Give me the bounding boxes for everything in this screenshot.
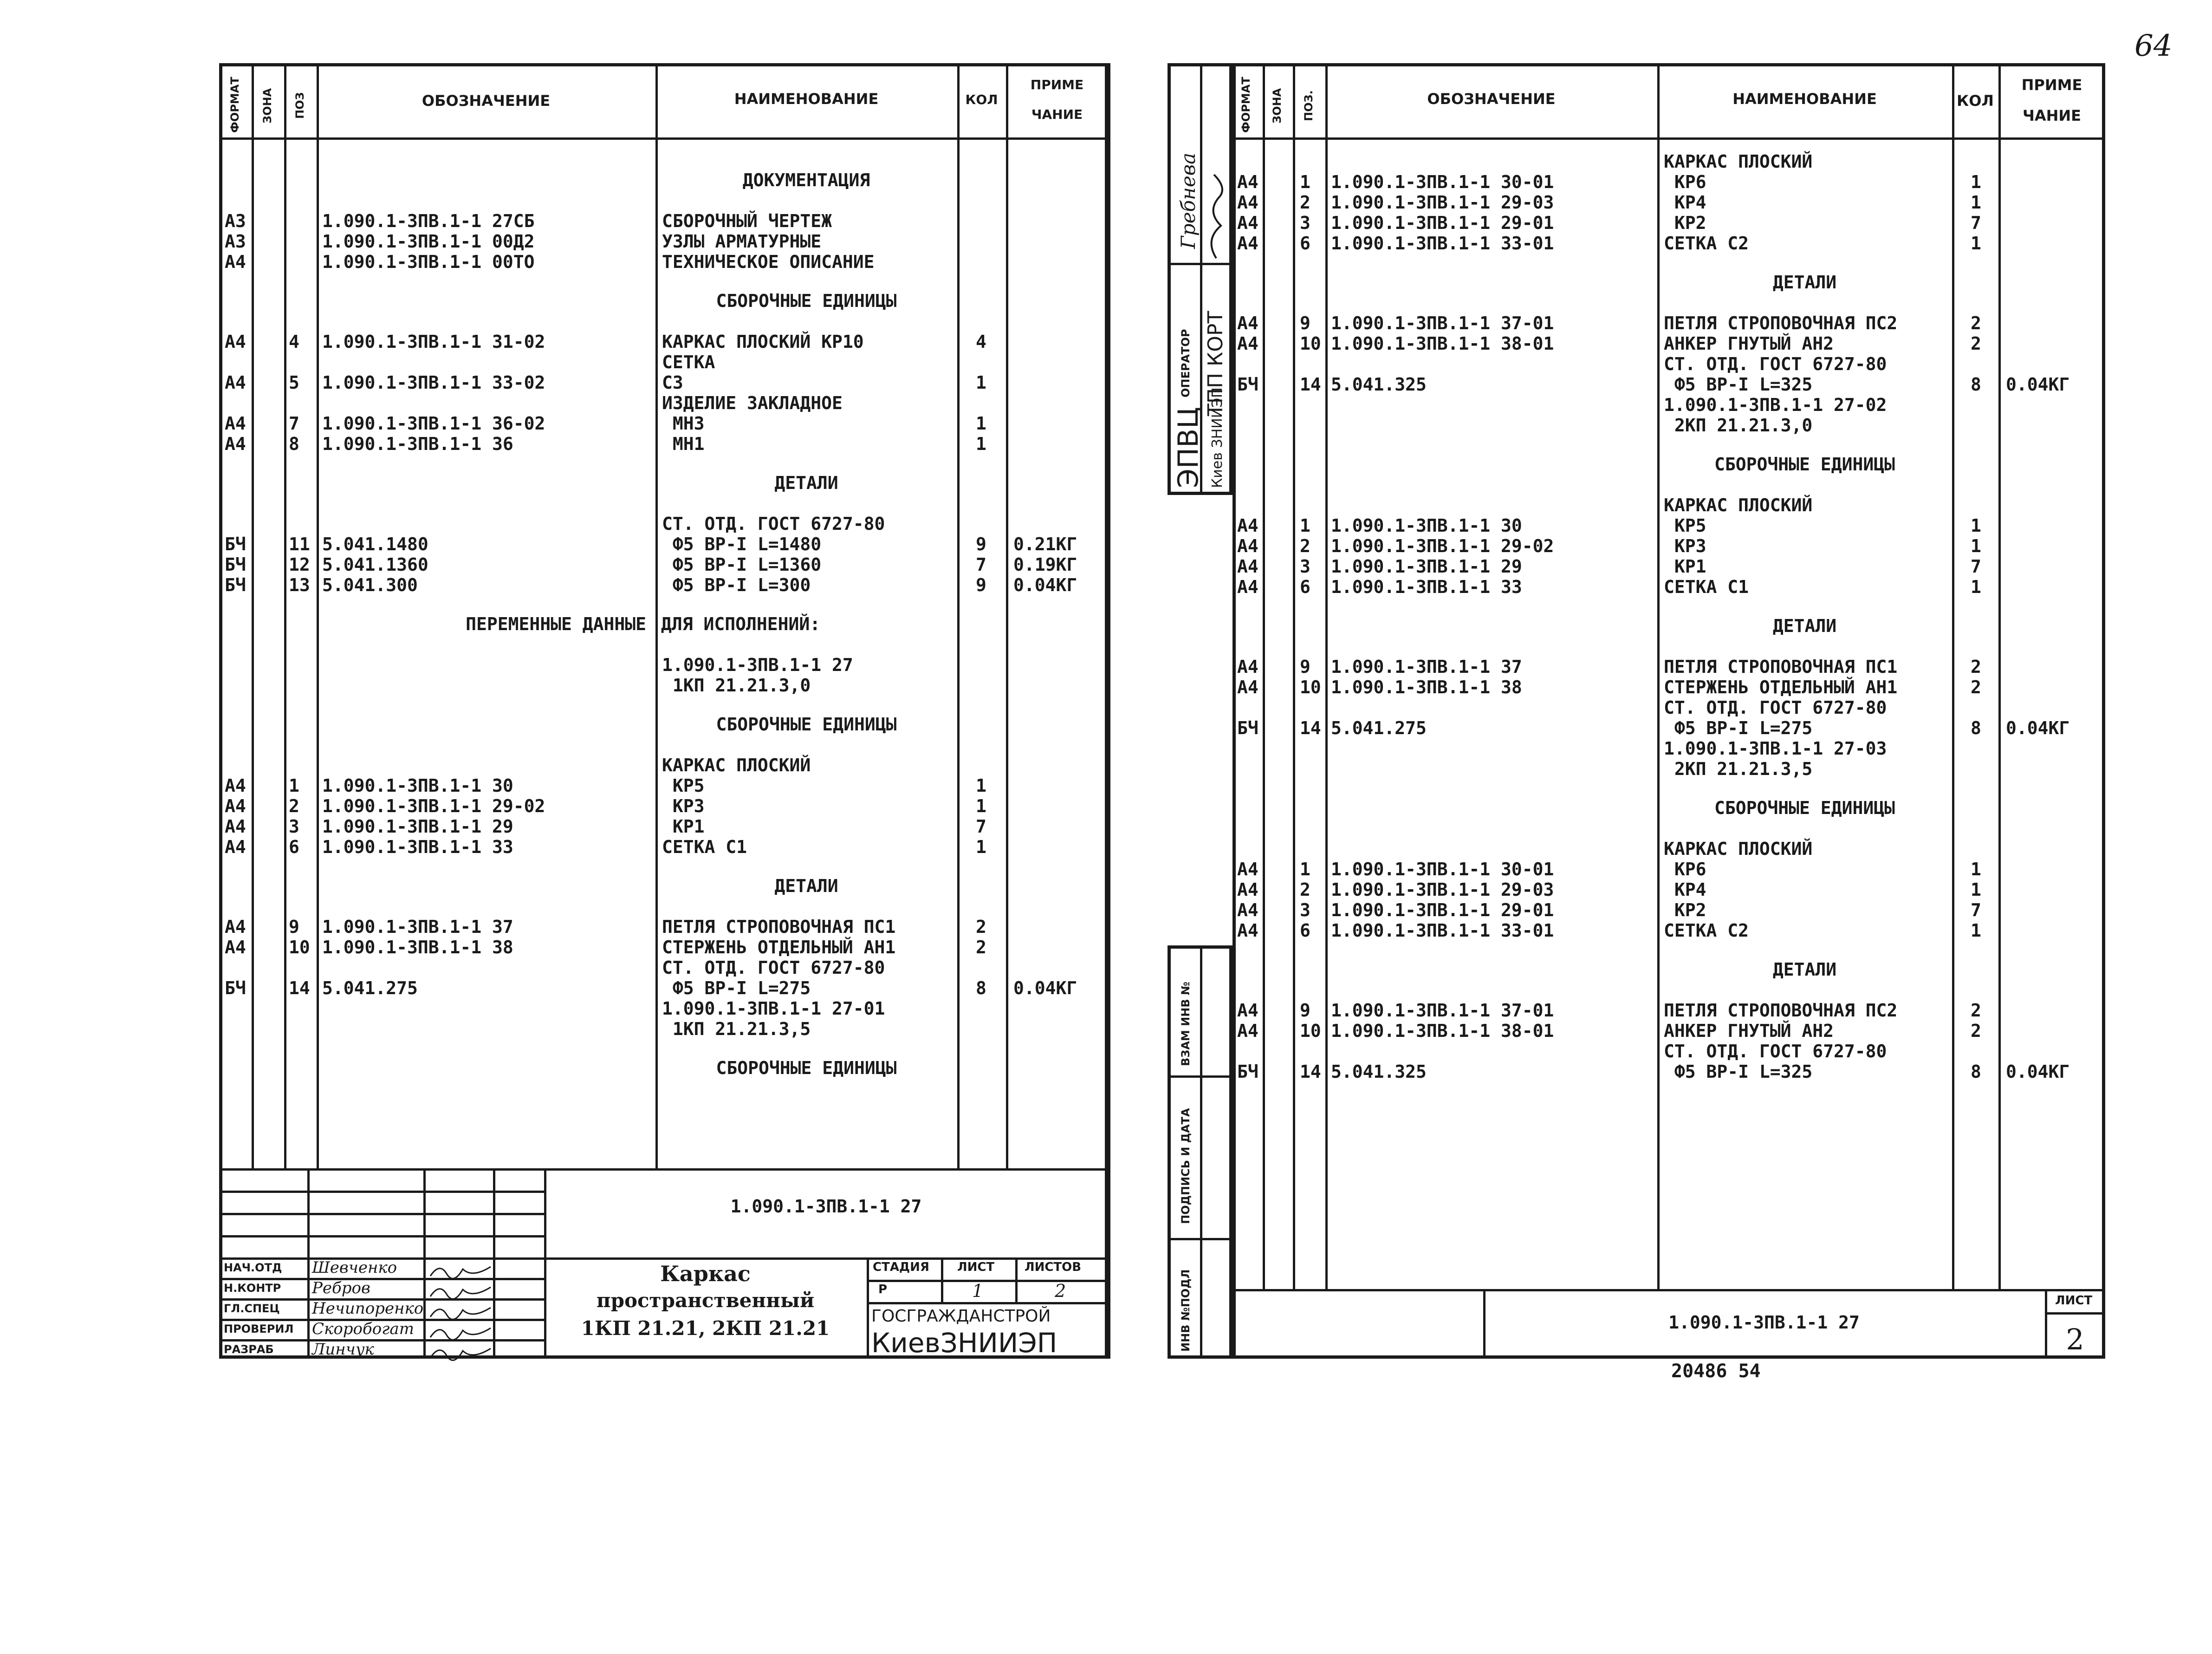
format-cell: А4 <box>1237 515 1258 536</box>
position-cell: 2 <box>1300 536 1310 556</box>
name-cell: СТЕРЖЕНЬ ОТДЕЛЬНЫЙ АН1 <box>1664 677 1898 697</box>
quantity-cell: 8 <box>1971 374 1981 395</box>
name-cell: СЕТКА С2 <box>1664 920 1749 941</box>
format-cell: А4 <box>1237 577 1258 597</box>
name-cell: 1.090.1-3ПВ.1-1 27-01 <box>662 998 885 1019</box>
signature-scribble <box>428 1323 493 1342</box>
position-cell: 12 <box>289 554 310 575</box>
format-cell: БЧ <box>1237 374 1258 395</box>
for-versions-heading: ДЛЯ ИСПОЛНЕНИЙ: <box>661 614 821 634</box>
note-cell: 0.21КГ <box>1013 534 1077 554</box>
quantity-cell: 2 <box>1971 1000 1981 1021</box>
section-heading: СБОРОЧНЫЕ ЕДИНИЦЫ <box>1714 798 1895 818</box>
name-cell: С3 <box>662 372 683 393</box>
quantity-cell: 1 <box>1971 192 1981 213</box>
format-cell: А4 <box>1237 879 1258 900</box>
name-cell: МН3 <box>662 413 705 434</box>
page-number: 64 <box>2134 29 2173 63</box>
position-cell: 2 <box>289 796 299 816</box>
position-cell: 8 <box>289 434 299 454</box>
note-cell: 0.04КГ <box>1013 575 1077 595</box>
sheet-value: 1 <box>972 1281 984 1301</box>
name-cell: СТ. ОТД. ГОСТ 6727-80 <box>1664 1041 1887 1061</box>
name-cell: 2КП 21.21.3,0 <box>1664 415 1813 436</box>
name-cell: КР3 <box>1664 536 1706 556</box>
designation-cell: 1.090.1-3ПВ.1-1 29-03 <box>1331 879 1554 900</box>
position-cell: 1 <box>1300 172 1310 192</box>
signature-name: Линчук <box>312 1340 374 1359</box>
note-cell: 0.04КГ <box>1013 978 1077 998</box>
header-note-1: ПРИМЕ <box>1030 77 1084 92</box>
variable-data-heading: ПЕРЕМЕННЫЕ ДАННЫЕ <box>466 614 646 634</box>
header-qty: КОЛ <box>965 92 998 107</box>
name-cell: КР2 <box>1664 213 1706 233</box>
signature-name: Шевченко <box>312 1258 397 1277</box>
name-cell: КР5 <box>1664 515 1706 536</box>
quantity-cell: 8 <box>1971 718 1981 738</box>
sheet1-doc-code: 1.090.1-3ПВ.1-1 27 <box>730 1196 922 1217</box>
quantity-cell: 1 <box>976 434 986 454</box>
name-cell: КР2 <box>1664 900 1706 920</box>
format-cell: А4 <box>225 434 246 454</box>
format-cell: БЧ <box>225 978 246 998</box>
format-cell: А4 <box>1237 859 1258 879</box>
name-cell: Ф5 ВР-I L=325 <box>1664 1061 1813 1082</box>
header-designation-2: ОБОЗНАЧЕНИЕ <box>1427 90 1556 108</box>
name-cell: СБОРОЧНЫЙ ЧЕРТЕЖ <box>662 211 832 231</box>
position-cell: 7 <box>289 413 299 434</box>
format-cell: А4 <box>225 816 246 837</box>
position-cell: 6 <box>289 837 299 857</box>
name-cell: АНКЕР ГНУТЫЙ АН2 <box>1664 333 1834 354</box>
header-name-2: НАИМЕНОВАНИЕ <box>1732 90 1877 108</box>
name-cell: СТ. ОТД. ГОСТ 6727-80 <box>1664 354 1887 374</box>
designation-cell: 1.090.1-3ПВ.1-1 37-01 <box>1331 1000 1554 1021</box>
header-name: НАИМЕНОВАНИЕ <box>734 90 879 108</box>
position-cell: 14 <box>1300 1061 1321 1082</box>
designation-cell: 1.090.1-3ПВ.1-1 29 <box>1331 556 1522 577</box>
designation-cell: 1.090.1-3ПВ.1-1 29-02 <box>322 796 545 816</box>
margin-epvts: ЭПВЦ <box>1172 407 1205 488</box>
margin-podp: ПОДПИСЬ И ДАТА <box>1179 1108 1192 1224</box>
quantity-cell: 1 <box>1971 233 1981 254</box>
format-cell: БЧ <box>225 534 246 554</box>
name-cell: КР3 <box>662 796 705 816</box>
format-cell: А4 <box>225 917 246 937</box>
signature-name: Нечипоренко <box>312 1299 424 1318</box>
format-cell: А4 <box>1237 192 1258 213</box>
format-cell: А4 <box>1237 657 1258 677</box>
designation-cell: 1.090.1-3ПВ.1-1 00Д2 <box>322 231 535 252</box>
position-cell: 9 <box>1300 657 1310 677</box>
signature-name: Ребров <box>312 1279 370 1297</box>
name-cell: СТ. ОТД. ГОСТ 6727-80 <box>1664 697 1887 718</box>
header-format-2: ФОРМАТ <box>1239 77 1252 133</box>
position-cell: 13 <box>289 575 310 595</box>
section-heading: ДЕТАЛИ <box>774 473 838 493</box>
header-note-2: ЧАНИЕ <box>1031 107 1083 122</box>
name-cell: КР4 <box>1664 879 1706 900</box>
name-cell: 1.090.1-3ПВ.1-1 27-02 <box>1664 395 1887 415</box>
name-cell: 1.090.1-3ПВ.1-1 27 <box>662 655 853 675</box>
stage-label: СТАДИЯ <box>873 1260 929 1274</box>
format-cell: А4 <box>225 775 246 796</box>
format-cell: А4 <box>1237 172 1258 192</box>
signature-scribble <box>428 1344 493 1362</box>
designation-cell: 1.090.1-3ПВ.1-1 33-01 <box>1331 233 1554 254</box>
header-note-2-1: ПРИМЕ <box>2021 76 2082 94</box>
format-cell: А4 <box>1237 1021 1258 1041</box>
section-heading: ДЕТАЛИ <box>774 876 838 896</box>
signature-role: ГЛ.СПЕЦ <box>224 1302 280 1315</box>
name-cell: СЕТКА С2 <box>1664 233 1749 254</box>
name-cell: ПЕТЛЯ СТРОПОВОЧНАЯ ПС2 <box>1664 1000 1898 1021</box>
quantity-cell: 1 <box>1971 515 1981 536</box>
signature-role: Н.КОНТР <box>224 1282 281 1295</box>
name-cell: КР6 <box>1664 172 1706 192</box>
name-cell: ИЗДЕЛИЕ ЗАКЛАДНОЕ <box>662 393 843 413</box>
designation-cell: 1.090.1-3ПВ.1-1 38-01 <box>1331 1021 1554 1041</box>
quantity-cell: 1 <box>1971 879 1981 900</box>
format-cell: А4 <box>225 937 246 957</box>
name-cell: МН1 <box>662 434 705 454</box>
sheet2-sheet-label: ЛИСТ <box>2055 1294 2093 1308</box>
quantity-cell: 1 <box>1971 536 1981 556</box>
name-cell: КАРКАС ПЛОСКИЙ КР10 <box>662 332 864 352</box>
name-cell: КАРКАС ПЛОСКИЙ <box>1664 495 1813 515</box>
header-designation: ОБОЗНАЧЕНИЕ <box>422 92 551 110</box>
position-cell: 10 <box>1300 333 1321 354</box>
position-cell: 1 <box>1300 859 1310 879</box>
designation-cell: 1.090.1-3ПВ.1-1 30 <box>1331 515 1522 536</box>
section-heading: ДЕТАЛИ <box>1772 616 1837 636</box>
name-cell: КР1 <box>1664 556 1706 577</box>
position-cell: 1 <box>289 775 299 796</box>
section-heading: ДЕТАЛИ <box>1772 272 1837 293</box>
name-cell: СТ. ОТД. ГОСТ 6727-80 <box>662 514 885 534</box>
designation-cell: 1.090.1-3ПВ.1-1 38 <box>322 937 513 957</box>
format-cell: А4 <box>225 372 246 393</box>
format-cell: А4 <box>1237 333 1258 354</box>
designation-cell: 1.090.1-3ПВ.1-1 30 <box>322 775 513 796</box>
quantity-cell: 9 <box>976 575 986 595</box>
format-cell: А4 <box>1237 536 1258 556</box>
sheet2-doc-code: 1.090.1-3ПВ.1-1 27 <box>1668 1312 1860 1333</box>
format-cell: А4 <box>1237 213 1258 233</box>
quantity-cell: 7 <box>976 816 986 837</box>
signature-scribble <box>428 1303 493 1322</box>
designation-cell: 1.090.1-3ПВ.1-1 33-02 <box>322 372 545 393</box>
sheets-label: ЛИСТОВ <box>1025 1260 1082 1274</box>
spec-sheet-2 <box>1168 63 2105 1359</box>
designation-cell: 1.090.1-3ПВ.1-1 27СБ <box>322 211 535 231</box>
section-heading: СБОРОЧНЫЕ ЕДИНИЦЫ <box>1714 454 1895 475</box>
quantity-cell: 2 <box>976 917 986 937</box>
designation-cell: 1.090.1-3ПВ.1-1 38 <box>1331 677 1522 697</box>
signature-scribble <box>428 1262 493 1281</box>
format-cell: БЧ <box>1237 718 1258 738</box>
signature-role: НАЧ.ОТД <box>224 1261 282 1274</box>
designation-cell: 1.090.1-3ПВ.1-1 37-01 <box>1331 313 1554 333</box>
margin-signature <box>1202 170 1230 265</box>
name-cell: КАРКАС ПЛОСКИЙ <box>662 755 811 775</box>
section-heading: СБОРОЧНЫЕ ЕДИНИЦЫ <box>716 714 897 735</box>
position-cell: 9 <box>1300 1000 1310 1021</box>
format-cell: А4 <box>225 332 246 352</box>
section-heading: ДОКУМЕНТАЦИЯ <box>742 170 870 190</box>
position-cell: 10 <box>1300 1021 1321 1041</box>
designation-cell: 5.041.325 <box>1331 1061 1427 1082</box>
name-cell: ПЕТЛЯ СТРОПОВОЧНАЯ ПС1 <box>662 917 896 937</box>
org-kievzniiep: КиевЗНИИЭП <box>871 1327 1057 1359</box>
position-cell: 2 <box>1300 192 1310 213</box>
designation-cell: 5.041.1480 <box>322 534 428 554</box>
name-cell: ПЕТЛЯ СТРОПОВОЧНАЯ ПС1 <box>1664 657 1898 677</box>
name-cell: СТ. ОТД. ГОСТ 6727-80 <box>662 957 885 978</box>
format-cell: БЧ <box>225 554 246 575</box>
format-cell: А4 <box>225 837 246 857</box>
position-cell: 14 <box>1300 718 1321 738</box>
format-cell: А3 <box>225 231 246 252</box>
position-cell: 14 <box>289 978 310 998</box>
quantity-cell: 8 <box>976 978 986 998</box>
name-cell: КР1 <box>662 816 705 837</box>
name-cell: 1КП 21.21.3,5 <box>662 1019 811 1039</box>
quantity-cell: 1 <box>1971 172 1981 192</box>
note-cell: 0.04КГ <box>2006 718 2070 738</box>
quantity-cell: 2 <box>1971 657 1981 677</box>
designation-cell: 1.090.1-3ПВ.1-1 33 <box>1331 577 1522 597</box>
header-pos: ПОЗ <box>293 92 306 119</box>
designation-cell: 1.090.1-3ПВ.1-1 36 <box>322 434 513 454</box>
name-cell: КР6 <box>1664 859 1706 879</box>
position-cell: 3 <box>289 816 299 837</box>
format-cell: А4 <box>1237 900 1258 920</box>
position-cell: 9 <box>289 917 299 937</box>
quantity-cell: 1 <box>976 775 986 796</box>
note-cell: 0.19КГ <box>1013 554 1077 575</box>
position-cell: 10 <box>1300 677 1321 697</box>
position-cell: 1 <box>1300 515 1310 536</box>
position-cell: 6 <box>1300 920 1310 941</box>
format-cell: А4 <box>1237 1000 1258 1021</box>
position-cell: 11 <box>289 534 310 554</box>
margin-name: Гребнева <box>1177 152 1200 249</box>
quantity-cell: 7 <box>976 554 986 575</box>
quantity-cell: 1 <box>1971 920 1981 941</box>
designation-cell: 1.090.1-3ПВ.1-1 29-01 <box>1331 213 1554 233</box>
designation-cell: 1.090.1-3ПВ.1-1 33-01 <box>1331 920 1554 941</box>
quantity-cell: 1 <box>1971 577 1981 597</box>
position-cell: 5 <box>289 372 299 393</box>
quantity-cell: 1 <box>1971 859 1981 879</box>
stage-value: Р <box>878 1283 888 1296</box>
position-cell: 6 <box>1300 233 1310 254</box>
designation-cell: 1.090.1-3ПВ.1-1 29 <box>322 816 513 837</box>
section-heading: ДЕТАЛИ <box>1772 959 1837 980</box>
quantity-cell: 1 <box>976 837 986 857</box>
name-cell: АНКЕР ГНУТЫЙ АН2 <box>1664 1021 1834 1041</box>
quantity-cell: 7 <box>1971 556 1981 577</box>
designation-cell: 1.090.1-3ПВ.1-1 30-01 <box>1331 172 1554 192</box>
header-format: ФОРМАТ <box>228 77 241 133</box>
format-cell: БЧ <box>1237 1061 1258 1082</box>
name-cell: Ф5 ВР-I L=325 <box>1664 374 1813 395</box>
signature-role: РАЗРАБ <box>224 1343 274 1356</box>
name-cell: КР4 <box>1664 192 1706 213</box>
format-cell: А4 <box>1237 556 1258 577</box>
name-cell: СЕТКА С1 <box>662 837 747 857</box>
quantity-cell: 2 <box>1971 313 1981 333</box>
section-heading: СБОРОЧНЫЕ ЕДИНИЦЫ <box>716 1058 897 1078</box>
name-cell: КАРКАС ПЛОСКИЙ <box>1664 839 1813 859</box>
position-cell: 4 <box>289 332 299 352</box>
position-cell: 9 <box>1300 313 1310 333</box>
name-cell: СЕТКА <box>662 352 715 372</box>
name-cell: 2КП 21.21.3,5 <box>1664 759 1813 779</box>
position-cell: 6 <box>1300 577 1310 597</box>
sheet1-title-1: Каркас <box>660 1261 751 1286</box>
designation-cell: 5.041.275 <box>1331 718 1427 738</box>
signature-role: ПРОВЕРИЛ <box>224 1322 294 1335</box>
format-cell: А4 <box>1237 677 1258 697</box>
designation-cell: 1.090.1-3ПВ.1-1 29-02 <box>1331 536 1554 556</box>
section-heading: СБОРОЧНЫЕ ЕДИНИЦЫ <box>716 291 897 311</box>
designation-cell: 1.090.1-3ПВ.1-1 38-01 <box>1331 333 1554 354</box>
quantity-cell: 8 <box>1971 1061 1981 1082</box>
margin-inv: ИНВ №ПОДЛ <box>1179 1269 1192 1352</box>
name-cell: Ф5 ВР-I L=275 <box>662 978 811 998</box>
designation-cell: 1.090.1-3ПВ.1-1 00ТО <box>322 252 535 272</box>
position-cell: 2 <box>1300 879 1310 900</box>
quantity-cell: 7 <box>1971 900 1981 920</box>
format-cell: А4 <box>1237 920 1258 941</box>
name-cell: УЗЛЫ АРМАТУРНЫЕ <box>662 231 822 252</box>
name-cell: 1КП 21.21.3,0 <box>662 675 811 696</box>
name-cell: Ф5 ВР-I L=1360 <box>662 554 822 575</box>
format-cell: А4 <box>225 796 246 816</box>
designation-cell: 1.090.1-3ПВ.1-1 29-01 <box>1331 900 1554 920</box>
spec-sheet-1 <box>219 63 1108 1359</box>
designation-cell: 1.090.1-3ПВ.1-1 31-02 <box>322 332 545 352</box>
format-cell: А4 <box>1237 313 1258 333</box>
position-cell: 3 <box>1300 556 1310 577</box>
margin-kiev: Киев ЗНИИЭП <box>1209 387 1226 488</box>
designation-cell: 5.041.325 <box>1331 374 1427 395</box>
name-cell: СЕТКА С1 <box>1664 577 1749 597</box>
sheet1-title-3: 1КП 21.21, 2КП 21.21 <box>581 1317 830 1340</box>
signature-name: Скоробогат <box>312 1320 414 1338</box>
name-cell: КР5 <box>662 775 705 796</box>
position-cell: 3 <box>1300 213 1310 233</box>
margin-tpp: ТПП КОРТ <box>1204 311 1227 416</box>
designation-cell: 1.090.1-3ПВ.1-1 36-02 <box>322 413 545 434</box>
header-zone-2: ЗОНА <box>1271 88 1284 124</box>
margin-vzam: ВЗАМ ИНВ № <box>1179 982 1192 1066</box>
name-cell: Ф5 ВР-I L=1480 <box>662 534 822 554</box>
header-zone: ЗОНА <box>261 88 274 124</box>
name-cell: Ф5 ВР-I L=275 <box>1664 718 1813 738</box>
position-cell: 10 <box>289 937 310 957</box>
position-cell: 14 <box>1300 374 1321 395</box>
format-cell: А3 <box>225 211 246 231</box>
designation-cell: 1.090.1-3ПВ.1-1 33 <box>322 837 513 857</box>
format-cell: А4 <box>1237 233 1258 254</box>
designation-cell: 1.090.1-3ПВ.1-1 37 <box>1331 657 1522 677</box>
name-cell: ТЕХНИЧЕСКОЕ ОПИСАНИЕ <box>662 252 875 272</box>
name-cell: КАРКАС ПЛОСКИЙ <box>1664 151 1813 172</box>
sheets-value: 2 <box>1055 1281 1066 1301</box>
quantity-cell: 1 <box>976 372 986 393</box>
name-cell: 1.090.1-3ПВ.1-1 27-03 <box>1664 738 1887 759</box>
quantity-cell: 2 <box>1971 1021 1981 1041</box>
sheet2-sheet-value: 2 <box>2066 1322 2084 1356</box>
header-qty-2: КОЛ <box>1957 92 1994 110</box>
sheet1-title-2: пространственный <box>596 1289 815 1312</box>
designation-cell: 1.090.1-3ПВ.1-1 30-01 <box>1331 859 1554 879</box>
quantity-cell: 1 <box>976 413 986 434</box>
header-pos-2: ПОЗ. <box>1302 90 1315 121</box>
quantity-cell: 2 <box>1971 333 1981 354</box>
header-note-2-2: ЧАНИЕ <box>2022 107 2082 124</box>
format-cell: БЧ <box>225 575 246 595</box>
designation-cell: 5.041.1360 <box>322 554 428 575</box>
position-cell: 3 <box>1300 900 1310 920</box>
margin-operator: ОПЕРАТОР <box>1179 329 1192 397</box>
format-cell: А4 <box>225 413 246 434</box>
quantity-cell: 7 <box>1971 213 1981 233</box>
quantity-cell: 9 <box>976 534 986 554</box>
sheet-label: ЛИСТ <box>957 1260 995 1274</box>
designation-cell: 1.090.1-3ПВ.1-1 37 <box>322 917 513 937</box>
designation-cell: 1.090.1-3ПВ.1-1 29-03 <box>1331 192 1554 213</box>
note-cell: 0.04КГ <box>2006 1061 2070 1082</box>
designation-cell: 5.041.275 <box>322 978 418 998</box>
format-cell: А4 <box>225 252 246 272</box>
quantity-cell: 2 <box>976 937 986 957</box>
name-cell: Ф5 ВР-I L=300 <box>662 575 811 595</box>
bottom-inventory-note: 20486 54 <box>1671 1361 1761 1382</box>
designation-cell: 5.041.300 <box>322 575 418 595</box>
name-cell: СТЕРЖЕНЬ ОТДЕЛЬНЫЙ АН1 <box>662 937 896 957</box>
signature-scribble <box>428 1283 493 1301</box>
quantity-cell: 1 <box>976 796 986 816</box>
org-gosgrazhdanstroy: ГОСГРАЖДАНСТРОЙ <box>871 1307 1051 1326</box>
quantity-cell: 2 <box>1971 677 1981 697</box>
quantity-cell: 4 <box>976 332 986 352</box>
note-cell: 0.04КГ <box>2006 374 2070 395</box>
name-cell: ПЕТЛЯ СТРОПОВОЧНАЯ ПС2 <box>1664 313 1898 333</box>
